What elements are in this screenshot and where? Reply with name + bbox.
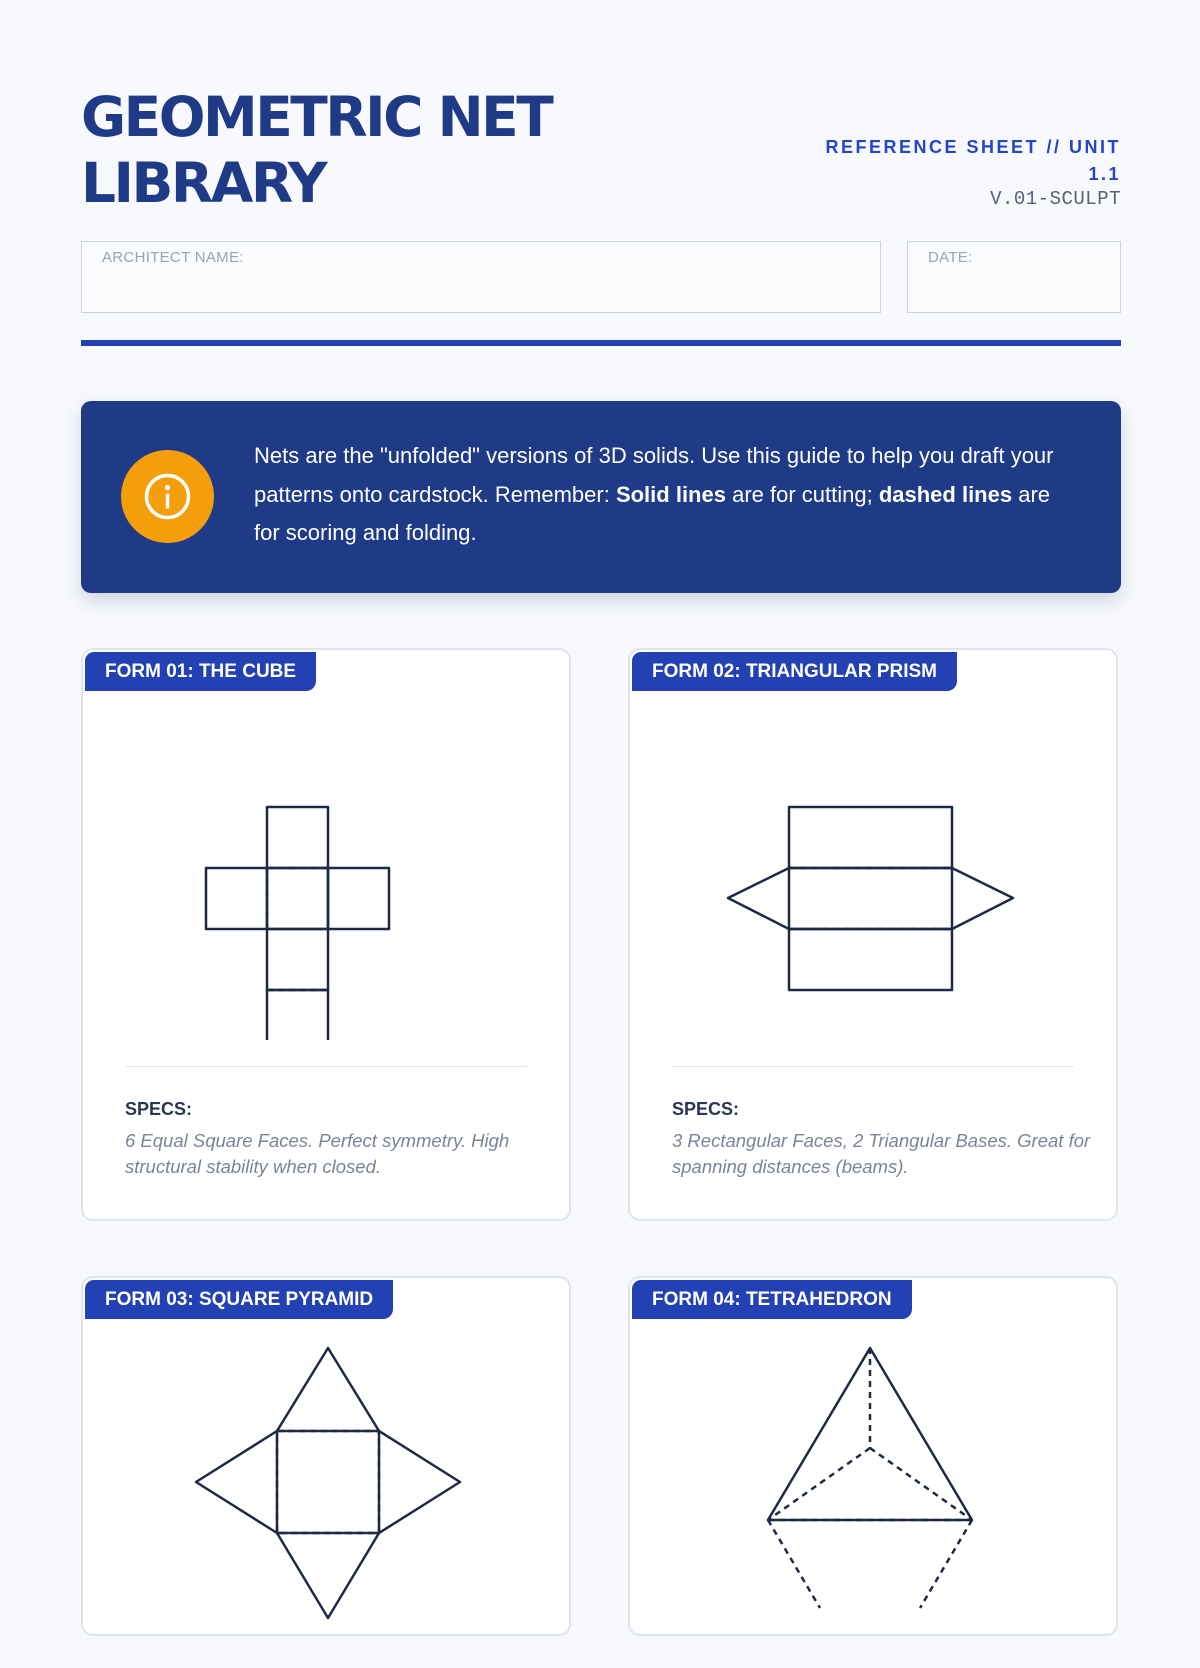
architect-name-field[interactable] <box>81 241 881 313</box>
cube-net-diagram <box>83 710 573 1040</box>
card-cube <box>81 648 571 1221</box>
date-field[interactable] <box>907 241 1121 313</box>
version-label: V.01-SCULPT <box>990 188 1121 210</box>
card-title: FORM 01: THE CUBE <box>85 652 316 691</box>
info-banner <box>81 401 1121 593</box>
header-divider <box>81 340 1121 346</box>
info-text <box>254 437 1074 553</box>
date-label: DATE: <box>928 249 973 266</box>
card-title: FORM 04: TETRAHEDRON <box>632 1280 912 1319</box>
reference-block <box>801 134 1121 210</box>
architect-name-label: ARCHITECT NAME: <box>102 249 244 266</box>
title-line-2: LIBRARY <box>81 151 326 215</box>
specs-label: SPECS: <box>672 1099 740 1119</box>
info-bold-dashed-lines: dashed lines <box>878 481 1013 507</box>
card-title: FORM 03: SQUARE PYRAMID <box>85 1280 393 1319</box>
card-triangular-prism <box>628 648 1118 1221</box>
specs-text: 6 Equal Square Faces. Perfect symmetry. High structural stability when closed. <box>125 1130 510 1177</box>
card-title: FORM 02: TRIANGULAR PRISM <box>632 652 957 691</box>
info-text-part: Nets are the "unfolded" versions of 3D solids. Use this guide to help you draft your patterns onto cardstock. Remember: <box>254 443 1054 507</box>
tetrahedron-net-diagram <box>630 1338 1120 1668</box>
specs-label: SPECS: <box>125 1099 193 1119</box>
card-square-pyramid <box>81 1276 571 1636</box>
card-divider <box>125 1066 527 1067</box>
card-divider <box>672 1066 1074 1067</box>
title-line-1: GEOMETRIC NET <box>81 85 552 149</box>
reference-sheet <box>81 0 1121 1600</box>
unit-number: 1.1 <box>1088 164 1121 184</box>
prism-net-diagram <box>630 710 1120 1040</box>
card-tetrahedron <box>628 1276 1118 1636</box>
pyramid-net-diagram <box>83 1338 573 1668</box>
info-bold-solid-lines: Solid lines <box>615 481 726 507</box>
page-title <box>81 84 641 216</box>
specs-text: 3 Rectangular Faces, 2 Triangular Bases. Great for spanning distances (beams). <box>672 1130 1091 1177</box>
info-icon <box>121 450 214 543</box>
reference-label: REFERENCE SHEET // UNIT <box>825 137 1121 157</box>
info-text-part: are for scoring and folding. <box>254 481 1051 545</box>
info-text-part: are for cutting; <box>725 481 879 507</box>
